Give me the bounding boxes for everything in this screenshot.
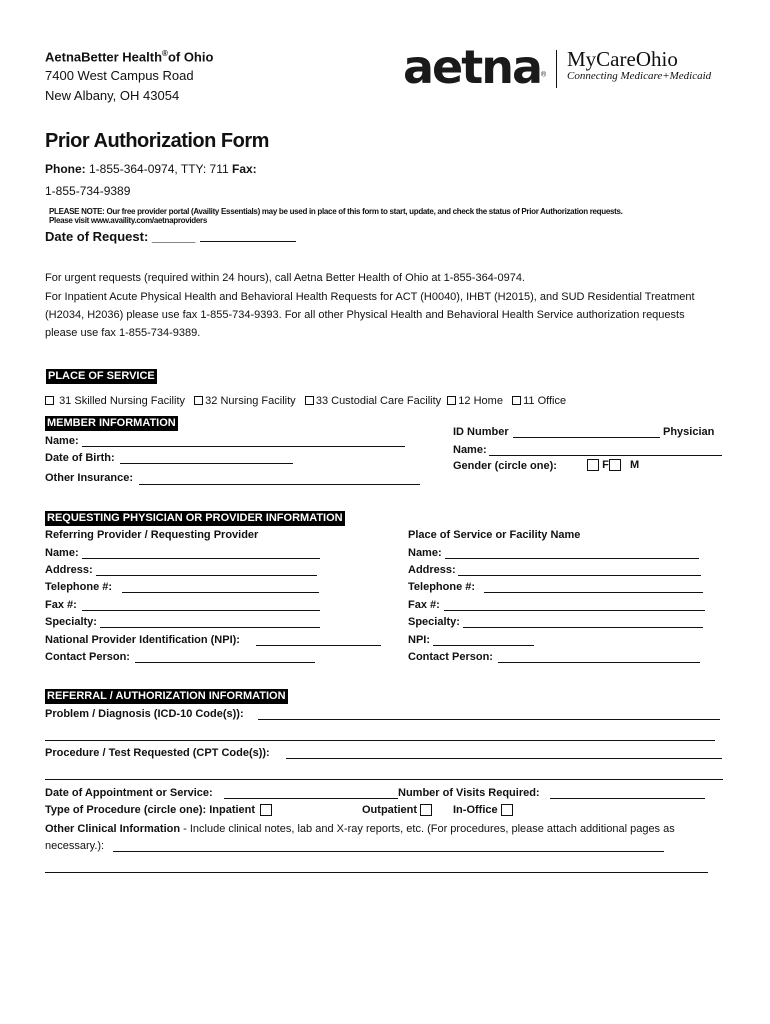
provider-telephone-field[interactable] [122,592,319,593]
procedure-field-2[interactable] [45,779,723,780]
checkbox-icon[interactable] [447,396,456,405]
facility-address-field[interactable] [458,575,701,576]
id-number-label: ID Number [453,426,509,438]
phone-line: Phone: 1-855-364-0974, TTY: 711 Fax: [45,162,257,176]
pos-option-33[interactable]: 33 Custodial Care Facility [305,395,441,407]
member-insurance-label: Other Insurance: [45,472,134,484]
note-line-1: PLEASE NOTE: Our free provider portal (Availity Essentials) may be used in place of this form to start, update, and check the status of Prior Authorization requests. [49,207,623,216]
checkbox-icon[interactable] [45,396,54,405]
member-dob-label: Date of Birth: [45,452,115,464]
facility-name-label: Name: [408,547,442,559]
pos-option-32[interactable]: 32 Nursing Facility [194,395,295,407]
gender-options: F M [587,459,639,471]
visits-required-field[interactable] [550,798,705,799]
facility-name-title: Place of Service or Facility Name [408,529,581,541]
provider-address-field[interactable] [96,575,317,576]
provider-contact-field[interactable] [135,662,315,663]
outpatient-option: Outpatient [362,804,432,816]
facility-specialty-field[interactable] [463,627,703,628]
provider-fax-label: Fax #: [45,599,77,611]
provider-telephone-label: Telephone #: [45,581,113,593]
checkbox-icon[interactable] [420,804,432,816]
provider-fax-field[interactable] [82,610,320,611]
fax-number: 1-855-734-9389 [45,184,131,198]
facility-fax-label: Fax #: [408,599,440,611]
inpatient-paragraph-1: For Inpatient Acute Physical Health and Behavioral Health Requests for ACT (H0040), IHBT (H2015), and SUD Residential Treatment [45,291,695,303]
place-of-service-options [45,395,566,407]
pos-option-12[interactable]: 12 Home [447,395,503,407]
procedure-label: Procedure / Test Requested (CPT Code(s)): [45,747,270,759]
provider-name-label: Name: [45,547,79,559]
physician-name-label: Name: [453,444,487,456]
provider-name-field[interactable] [82,558,320,559]
urgent-paragraph: For urgent requests (required within 24 hours), call Aetna Better Health of Ohio at 1-855-364-0974. [45,272,525,284]
date-of-request-field[interactable] [200,241,296,242]
address-line-1: 7400 West Campus Road [45,68,194,83]
problem-diagnosis-field[interactable] [258,719,720,720]
facility-telephone-field[interactable] [484,592,703,593]
checkbox-icon[interactable] [305,396,314,405]
provider-specialty-field[interactable] [100,627,320,628]
inpatient-paragraph-3: please use fax 1-855-734-9389. [45,327,201,339]
mycareohio-logo: MyCareOhio Connecting Medicare+Medicaid [567,47,712,82]
other-clinical-info-field-2[interactable] [45,872,708,873]
provider-npi-label: National Provider Identification (NPI): [45,634,240,646]
facility-npi-field[interactable] [433,645,534,646]
problem-diagnosis-label: Problem / Diagnosis (ICD-10 Code(s)): [45,708,244,720]
member-name-label: Name: [45,435,79,447]
referring-provider-title: Referring Provider / Requesting Provider [45,529,259,541]
pos-option-11[interactable]: 11 Office [512,395,566,407]
place-of-service-header: PLACE OF SERVICE [48,370,155,382]
logo-divider [556,50,557,88]
procedure-field[interactable] [286,758,722,759]
facility-fax-field[interactable] [444,610,705,611]
provider-npi-field[interactable] [256,645,381,646]
facility-npi-label: NPI: [408,634,430,646]
inpatient-paragraph-2: (H2034, H2036) please use fax 1-855-734-9393. For all other Physical Health and Behavioral Health Service authorization requests [45,309,685,321]
note-line-2: Please visit www.availity.com/aetnaproviders [49,216,207,225]
pos-option-31[interactable]: 31 Skilled Nursing Facility [45,395,185,407]
visits-required-label: Number of Visits Required: [398,787,540,799]
member-dob-field[interactable] [120,463,293,464]
checkbox-icon[interactable] [587,459,599,471]
physician-name-field[interactable] [489,455,722,456]
checkbox-icon[interactable] [260,804,272,816]
address-line-2: New Albany, OH 43054 [45,88,180,103]
date-of-request-label: Date of Request: ______ [45,229,196,244]
checkbox-icon[interactable] [501,804,513,816]
inoffice-option: In-Office [453,804,513,816]
gender-label: Gender (circle one): [453,460,557,472]
other-clinical-info-line-2: necessary.): [45,840,105,852]
physician-label: Physician [663,426,715,438]
facility-specialty-label: Specialty: [408,616,460,628]
member-information-header: MEMBER INFORMATION [47,417,176,429]
checkbox-icon[interactable] [609,459,621,471]
other-clinical-info: Other Clinical Information - Include clinical notes, lab and X-ray reports, etc. (For procedures, please attach additional pages as [45,823,675,835]
member-name-field[interactable] [82,446,405,447]
id-number-field[interactable] [513,437,660,438]
org-name: AetnaBetter Health®of Ohio [45,49,214,65]
facility-telephone-label: Telephone #: [408,581,476,593]
checkbox-icon[interactable] [512,396,521,405]
appointment-date-label: Date of Appointment or Service: [45,787,213,799]
problem-diagnosis-field-2[interactable] [45,740,715,741]
referral-header: REFERRAL / AUTHORIZATION INFORMATION [47,690,286,702]
appointment-date-field[interactable] [224,798,398,799]
procedure-type-label: Type of Procedure (circle one): Inpatient [45,804,272,816]
requesting-provider-header: REQUESTING PHYSICIAN OR PROVIDER INFORMATION [47,512,343,524]
provider-contact-label: Contact Person: [45,651,130,663]
facility-name-field[interactable] [445,558,699,559]
form-title: Prior Authorization Form [45,130,269,152]
facility-contact-label: Contact Person: [408,651,493,663]
member-insurance-field[interactable] [139,484,420,485]
provider-address-label: Address: [45,564,93,576]
facility-address-label: Address: [408,564,456,576]
facility-contact-field[interactable] [498,662,700,663]
other-clinical-info-field[interactable] [113,851,664,852]
checkbox-icon[interactable] [194,396,203,405]
provider-specialty-label: Specialty: [45,616,97,628]
aetna-logo: aetna® [403,40,547,94]
